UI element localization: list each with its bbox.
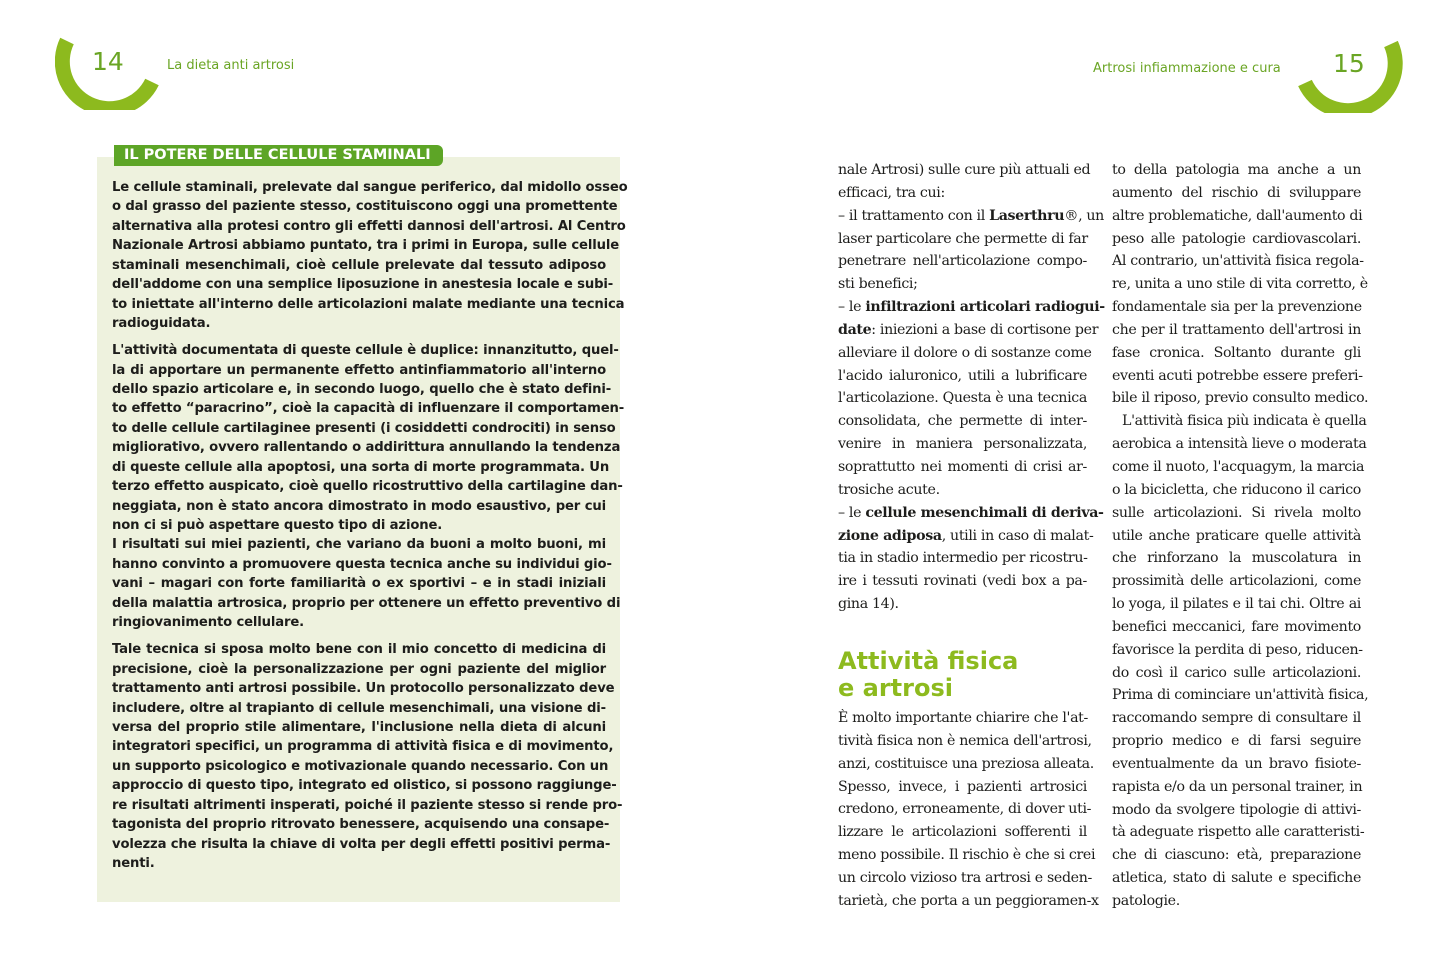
text-line [838, 525, 1094, 548]
text-line: re, unita a uno stile di vita corretto, è [1112, 276, 1368, 293]
text-line: to della patologia ma anche a un [1112, 162, 1361, 178]
text-line: terzo effetto auspicato, cioè quello ricostruttivo della cartilagine dan- [112, 479, 623, 495]
text-line: trattamento anti artrosi possibile. Un protocollo personalizzato deve [112, 681, 615, 697]
text-line: tia in stadio intermedio per ricostru- [838, 550, 1088, 567]
text-line: di queste cellule alla apoptosi, una sorta di morte programmata. Un [112, 459, 610, 475]
bold-term: infiltrazioni articolari radiogui- [865, 299, 1105, 316]
text-line: efficaci, tra cui: [838, 184, 945, 201]
text-line: L'attività documentata di queste cellule è duplice: innanzitutto, quel- [112, 343, 619, 359]
text-line [838, 296, 1105, 319]
paragraph [112, 640, 623, 873]
text-line: trosiche acute. [838, 481, 940, 498]
page-number-right: 15 [1333, 49, 1365, 78]
text-line: Spesso, invece, i pazienti artrosici [838, 778, 1087, 795]
paragraph [838, 159, 1091, 205]
text-line: favorisce la perdita di peso, riducen- [1112, 641, 1363, 658]
column-1-top [838, 159, 1105, 616]
text-line: altre problematiche, dall'aumento di [1112, 207, 1363, 224]
bold-term: zione adiposa [838, 527, 942, 544]
paragraph [112, 535, 621, 632]
text-line: anzi, costituisce una preziosa alleata. [838, 755, 1094, 772]
text-line: eventi acuti potrebbe essere preferi- [1112, 367, 1363, 384]
text-line: o la bicicletta, che riducono il carico [1112, 481, 1361, 498]
text-line: neggiata, non è stato ancora dimostrato in modo esaustivo, per cui [112, 498, 606, 514]
text-line: Prima di cominciare un'attività fisica, [1112, 687, 1369, 704]
text-line: sulle articolazioni. Si rivela molto [1112, 504, 1361, 521]
text-line: gina 14). [838, 596, 899, 613]
paragraph [112, 341, 625, 535]
box-text [112, 178, 628, 881]
heading-line: Attività fisica [838, 647, 1019, 675]
text-line: volezza che risulta la chiave di volta per degli effetti positivi perma- [112, 836, 611, 852]
text-line: ringiovanimento cellulare. [112, 615, 305, 631]
text-line: alleviare il dolore o di sostanze come [838, 344, 1092, 361]
text-line: la di apportare un permanente effetto antinfiammatorio all'interno [112, 362, 606, 378]
text-line: re risultati altrimenti insperati, poiché il paziente stesso si rende pro- [112, 797, 623, 813]
paragraph [838, 707, 1099, 913]
text-line: atletica, stato di salute e specifiche [1112, 870, 1361, 887]
text-line: fondamentale sia per la prevenzione [1112, 299, 1362, 316]
text-line: Nazionale Artrosi abbiamo puntato, tra i primi in Europa, sulle cellule [112, 238, 619, 254]
text-line: to effetto “paracrino”, cioè la capacità di influenzare il comportamen- [112, 401, 625, 417]
text-line: tagonista del proprio ritrovato benessere, acquisendo una consape- [112, 817, 610, 833]
text-line: soprattutto nei momenti di crisi ar- [838, 458, 1087, 475]
text-line: tarietà, che porta a un peggioramen-x [838, 892, 1099, 909]
text-line: ire i tessuti rovinati (vedi box a pa- [838, 573, 1087, 590]
running-head-right: Artrosi infiammazione e cura [1093, 61, 1281, 76]
paragraph [838, 296, 1105, 502]
text-line: che per il trattamento dell'artrosi in [1112, 321, 1361, 338]
text-line: includere, oltre al trapianto di cellule mesenchimali, una visione di- [112, 700, 606, 716]
text-line: rapista e/o da un personal trainer, in [1112, 778, 1363, 795]
text-line: I risultati sui miei pazienti, che variano da buoni a molto buoni, mi [112, 537, 606, 553]
text-span: , utili in caso di malat- [941, 527, 1094, 544]
text-line: Tale tecnica si sposa molto bene con il mio concetto di medicina di [112, 642, 606, 658]
bold-term: date [838, 321, 872, 338]
text-line: lizzare le articolazioni sofferenti il [838, 824, 1087, 841]
text-line: do così il carico sulle articolazioni. [1112, 664, 1361, 681]
text-line: peso alle patologie cardiovascolari. [1112, 230, 1361, 247]
text-line: l'acido ialuronico, utili a lubrificare [838, 367, 1087, 384]
text-line: tività fisica non è nemica dell'artrosi, [838, 732, 1092, 749]
text-span: ®, un [1064, 207, 1104, 224]
text-span: : iniezioni a base di cortisone per [871, 321, 1099, 338]
text-line: lo yoga, il pilates e il tai chi. Oltre ai [1112, 596, 1361, 613]
text-line: Le cellule staminali, prelevate dal sangue periferico, dal midollo osseo [112, 180, 628, 195]
text-line: penetrare nell'articolazione compo- [838, 253, 1087, 270]
section-heading [838, 648, 1018, 702]
text-span: – le [838, 504, 866, 521]
text-line: un supporto psicologico e motivazionale quando necessario. Con un [112, 758, 609, 774]
text-line: precisione, cioè la personalizzazione per ogni paziente del miglior [112, 661, 606, 677]
text-line: sti benefici; [838, 276, 918, 293]
text-line: benefici meccanici, fare movimento [1112, 618, 1361, 635]
text-line: fase cronica. Soltanto durante gli [1112, 344, 1361, 361]
text-line: aerobica a intensità lieve o moderata [1112, 436, 1367, 453]
text-line: dell'addome con una semplice liposuzione in anestesia locale e subi- [112, 277, 614, 293]
bold-term: cellule mesenchimali di deriva- [865, 504, 1104, 521]
paragraph [112, 178, 628, 334]
text-line: to iniettate all'interno delle articolazioni malate mediante una tecnica [112, 296, 625, 312]
text-line: modo da svolgere tipologie di attivi- [1112, 801, 1361, 818]
text-line: radioguidata. [112, 316, 211, 332]
text-line: dello spazio articolare e, in secondo luogo, quello che è stato defini- [112, 381, 612, 397]
text-line: nale Artrosi) sulle cure più attuali ed [838, 162, 1091, 178]
running-head-left: La dieta anti artrosi [167, 58, 295, 73]
text-line: che rinforzano la muscolatura in [1112, 550, 1361, 567]
text-line: consolidata, che permette di inter- [838, 413, 1087, 430]
text-line: credono, erroneamente, di dover uti- [838, 801, 1092, 818]
text-line [838, 205, 1104, 228]
text-line: migliorativo, ovvero rallentando o addirittura annullando la tendenza [112, 440, 621, 456]
heading-line: e artrosi [838, 674, 953, 702]
paragraph [1112, 159, 1369, 410]
text-line: integratori specifici, un programma di attività fisica e di movimento, [112, 739, 614, 755]
text-line: bile il riposo, previo consulto medico. [1112, 390, 1369, 407]
text-line: patologie. [1112, 893, 1180, 909]
paragraph [838, 502, 1104, 616]
text-line: non ci si può aspettare questo tipo di azione. [112, 518, 443, 534]
page-number-left: 14 [92, 47, 124, 76]
text-line: laser particolare che permette di far [838, 230, 1088, 247]
text-line: l'articolazione. Questa è una tecnica [838, 390, 1087, 407]
text-line: versa del proprio stile alimentare, l'inclusione nella dieta di alcuni [112, 720, 606, 735]
text-line: meno possibile. Il rischio è che si crei [838, 847, 1096, 864]
text-line: utile anche praticare quelle attività [1112, 527, 1361, 544]
text-line: raccomando sempre di consultare il [1112, 710, 1361, 727]
text-line: L'attività fisica più indicata è quella [1122, 413, 1367, 430]
column-2 [1112, 159, 1369, 913]
text-line: alternativa alla protesi contro gli effetti dannosi dell'artrosi. Al Centro [112, 218, 626, 234]
box-title: IL POTERE DELLE CELLULE STAMINALI [114, 145, 443, 166]
text-line: venire in maniera personalizzata, [838, 436, 1087, 453]
text-line: staminali mesenchimali, cioè cellule prelevate dal tessuto adiposo [112, 257, 606, 273]
text-line: eventualmente da un bravo fisiote- [1112, 755, 1361, 772]
paragraph [1112, 410, 1369, 913]
text-line: nenti. [112, 856, 155, 872]
column-1-bottom [838, 707, 1099, 913]
text-span: – le [838, 299, 866, 316]
bold-term: Laserthru [989, 207, 1065, 224]
text-line: È molto importante chiarire che l'at- [838, 710, 1088, 726]
text-line: aumento del rischio di sviluppare [1112, 184, 1361, 201]
text-line: come il nuoto, l'acquagym, la marcia [1112, 458, 1365, 475]
text-line: to delle cellule cartilaginee presenti (i cosiddetti condrociti) in senso [112, 420, 616, 436]
text-line: Al contrario, un'attività fisica regola- [1112, 253, 1364, 270]
text-line [838, 502, 1104, 525]
text-line [838, 319, 1099, 342]
text-line: vani – magari con forte familiarità o ex sportivi – e in stadi iniziali [112, 576, 606, 592]
text-line: un circolo vizioso tra artrosi e seden- [838, 869, 1092, 886]
paragraph [838, 205, 1104, 296]
text-line: o dal grasso del paziente stesso, costituiscono oggi una promettente [112, 199, 618, 215]
text-line: della malattia artrosica, proprio per ottenere un effetto preventivo di [112, 595, 621, 611]
text-line: tà adeguate rispetto alle caratteristi- [1112, 824, 1365, 841]
text-line: approccio di questo tipo, integrato ed olistico, si possono raggiunge- [112, 778, 617, 794]
text-line: hanno convinto a promuovere questa tecnica anche su individui gio- [112, 556, 612, 572]
text-line: prossimità delle articolazioni, come [1112, 573, 1361, 590]
text-span: – il trattamento con il [838, 207, 990, 224]
text-line: proprio medico e di farsi seguire [1112, 733, 1361, 750]
text-line: che di ciascuno: età, preparazione [1112, 847, 1361, 864]
